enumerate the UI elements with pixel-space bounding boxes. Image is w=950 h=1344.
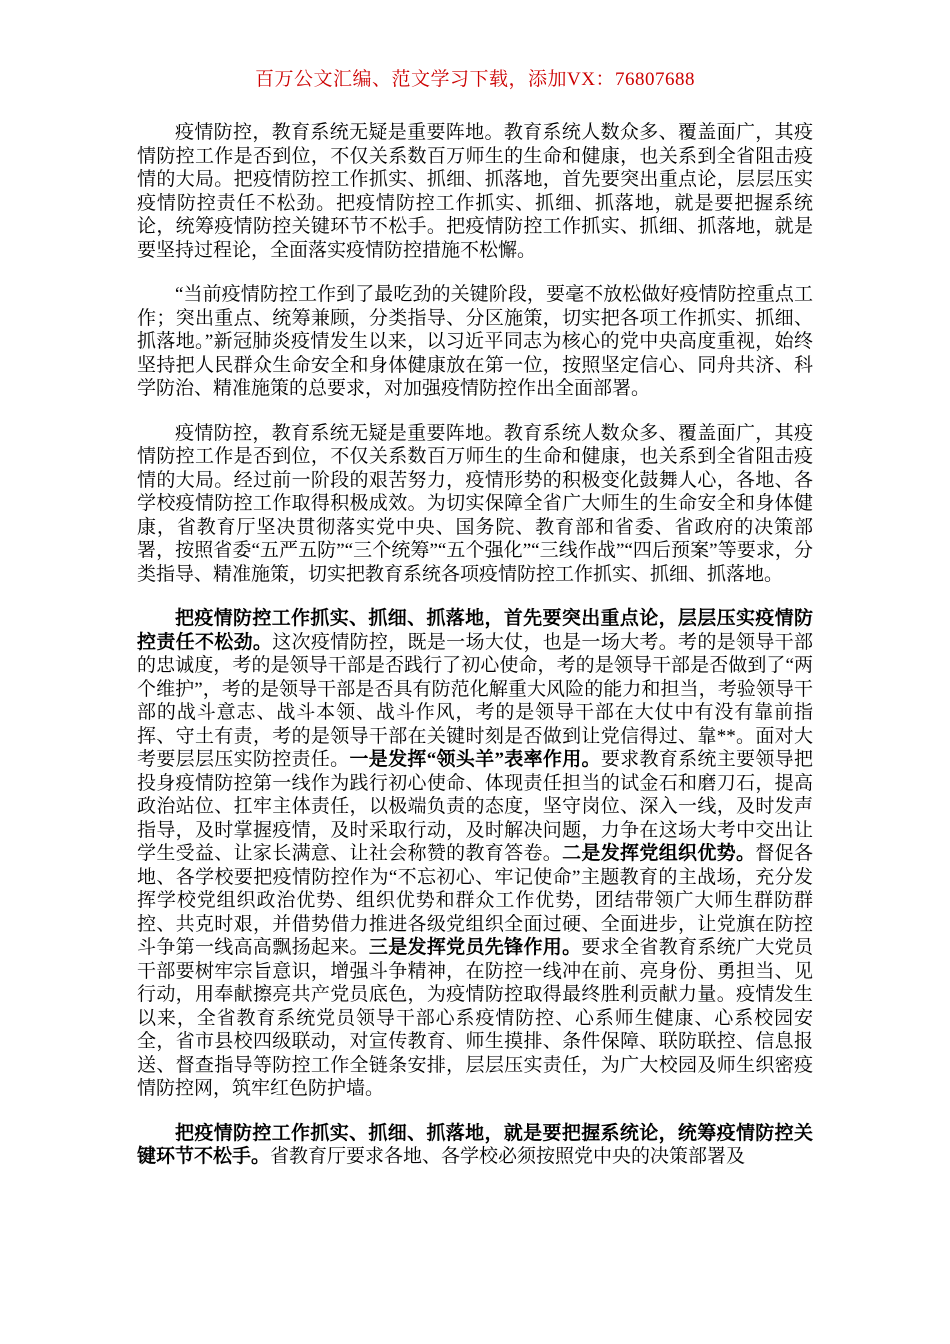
text-run: 要求全省教育系统广大党员干部要树牢宗旨意识，增强斗争精神，在防控一线冲在前、亮身份、勇担当、见行动，用奉献擦亮共产党员底色，为疫情防控取得最终胜利贡献力量。疫情发生以来，全省教育系统党员领导干部心系疫情防控、心系师生健康、心系校园安全，省市县校四级联动，对宣传教育、师生摸排、条件保障、联防联控、信息报送、督查指导等防控工作全链条安排，层层压实责任，为广大校园及师生织密疫情防控网，筑牢红色防护墙。 (137, 937, 813, 1099)
bold-text-run: 三是发挥党员先锋作用。 (368, 937, 582, 958)
text-run: 疫情防控，教育系统无疑是重要阵地。教育系统人数众多、覆盖面广，其疫情防控工作是否到位，不仅关系数百万师生的生命和健康，也关系到全省阻击疫情的大局。经过前一阶段的艰苦努力，疫情形势的积极变化鼓舞人心，各地、各学校疫情防控工作取得积极成效。为切实保障全省广大师生的生命安全和身体健康，省教育厅坚决贯彻落实党中央、国务院、教育部和省委、省政府的决策部署，按照省委“五严五防”“三个统筹”“五个强化”“三线作战”“四后预案”等要求，分类指导、精准施策，切实把教育系统各项疫情防控工作抓实、抓细、抓落地。 (137, 422, 813, 585)
document-body (137, 121, 813, 1169)
paragraph (137, 607, 813, 1101)
paragraph (137, 1122, 813, 1169)
bold-text-run: 把疫情防控工作抓实、抓细、抓落地，首先要突出重点论，层层压实疫情防控责任不松劲。 (137, 608, 813, 653)
paragraph (137, 422, 813, 587)
text-run: “当前疫情防控工作到了最吃劲的关键阶段，要毫不放松做好疫情防控重点工作；突出重点、统筹兼顾，分类指导、分区施策，切实把各项工作抓实、抓细、抓落地。”新冠肺炎疫情发生以来，以习近平同志为核心的党中央高度重视，始终坚持把人民群众生命安全和身体健康放在第一位，按照坚定信心、同舟共济、科学防治、精准施策的总要求，对加强疫情防控作出全面部署。 (137, 284, 813, 399)
paragraph (137, 283, 813, 401)
text-run: 疫情防控，教育系统无疑是重要阵地。教育系统人数众多、覆盖面广，其疫情防控工作是否到位，不仅关系数百万师生的生命和健康，也关系到全省阻击疫情的大局。把疫情防控工作抓实、抓细、抓落地，首先要突出重点论，层层压实疫情防控责任不松劲。把疫情防控工作抓实、抓细、抓落地，就是要把握系统论，统筹疫情防控关键环节不松手。把疫情防控工作抓实、抓细、抓落地，就是要坚持过程论，全面落实疫情防控措施不松懈。 (137, 122, 813, 261)
text-run: 这次疫情防控，既是一场大仗，也是一场大考。考的是领导干部的忠诚度，考的是领导干部是否践行了初心使命，考的是领导干部是否做到了“两个维护”，考的是领导干部是否具有防范化解重大风险的能力和担当，考验领导干部的战斗意志、战斗本领、战斗作风，考的是领导干部在大仗中有没有靠前指挥、守土有责，考的是领导干部在关键时刻是否做到让党信得过、靠**。面对大考要层层压实防控责任。 (137, 631, 813, 770)
promo-header: 百万公文汇编、范文学习下载，添加VX：76807688 (255, 69, 695, 90)
paragraph (137, 121, 813, 262)
text-run: 要求教育系统主要领导把投身疫情防控第一线作为践行初心使命、体现责任担当的试金石和磨刀石，提高政治站位、扛牢主体责任，以极端负责的态度，坚守岗位、深入一线，及时发声指导，及时掌握疫情，及时采取行动，及时解决问题，力争在这场大考中交出让学生受益、让家长满意、让社会称赞的教育答卷。 (137, 749, 813, 864)
text-run: 省教育厅要求各地、各学校必须按照党中央的决策部署及 (270, 1146, 746, 1167)
bold-text-run: 把疫情防控工作抓实、抓细、抓落地，就是要把握系统论，统筹疫情防控关键环节不松手。 (137, 1122, 813, 1167)
text-run: 督促各地、各学校要把疫情防控作为“不忘初心、牢记使命”主题教育的主战场，充分发挥学校党组织政治优势、组织优势和群众工作优势，团结带领广大师生群防群控、共克时艰，并借势借力推进各级党组织全面过硬、全面进步，让党旗在防控斗争第一线高高飘扬起来。 (137, 843, 813, 958)
bold-text-run: 二是发挥党组织优势。 (562, 843, 756, 864)
bold-text-run: 一是发挥“领头羊”表率作用。 (349, 749, 601, 770)
